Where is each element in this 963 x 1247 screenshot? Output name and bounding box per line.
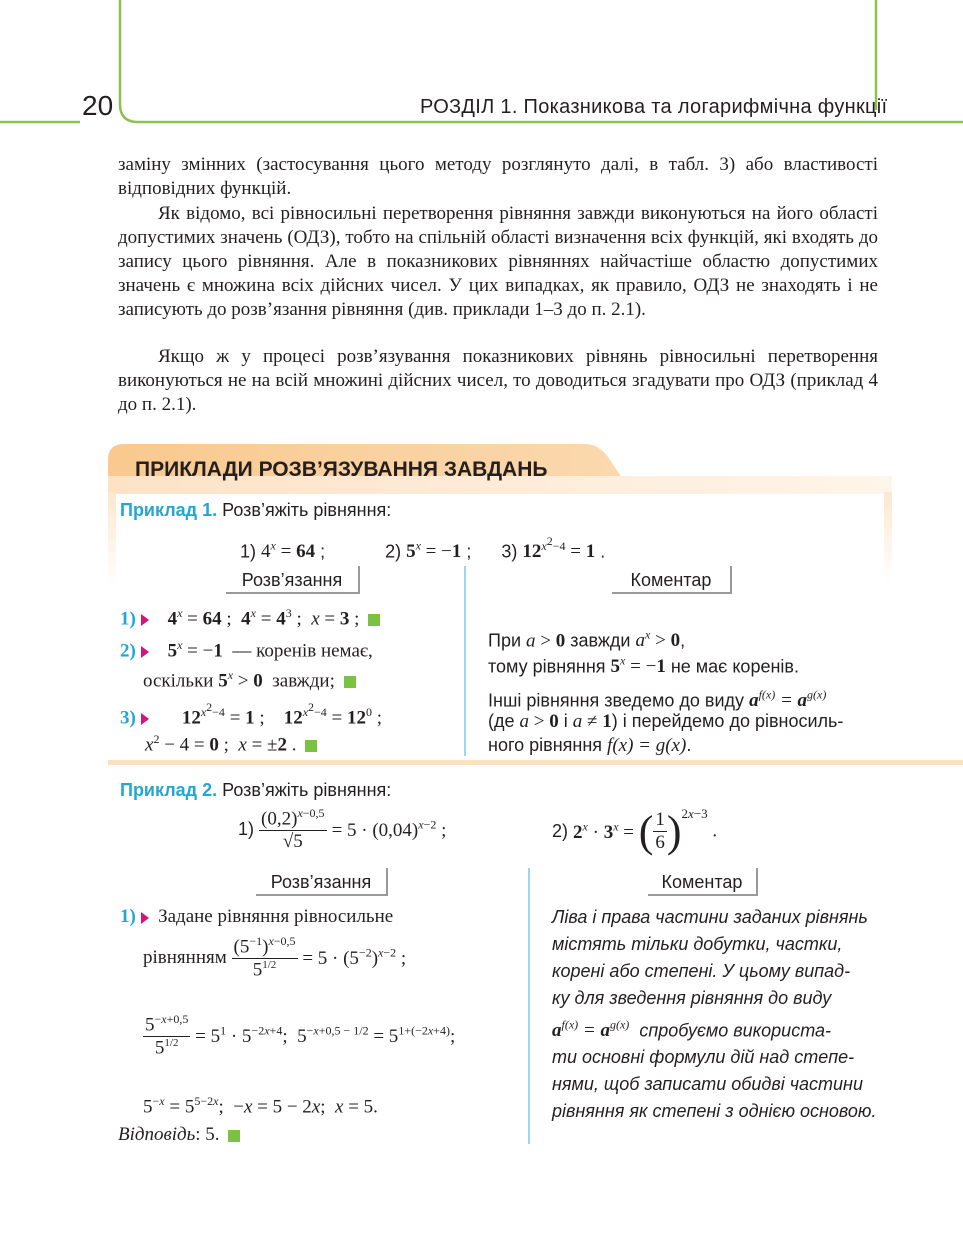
- step-marker-icon: [141, 614, 149, 626]
- example1-comment-label: Коментар: [612, 566, 732, 594]
- example2-heading: [120, 780, 391, 801]
- example2-step1-eq2: $\frac{5^{-x+0,5}}{5^{1/2}}$ = $5^1 \cdot 5^{-2x+4}$; $5^{-x+0,5 - 1/2} = 5^{1+(-2x+4)}$;: [145, 1012, 456, 1059]
- example2-equation1: 1) $\frac{(0,2)^{x-0,5}}{√5}$ = $5 \cdot (0,04)^{x-2}$ ;: [238, 806, 447, 853]
- header-frame: [0, 0, 963, 140]
- example1-step3: 3) $12^{x^2-4} = 1$ ; $12^{x^2-4} = 12^0$ ;: [120, 700, 383, 729]
- end-square-icon: [228, 1130, 240, 1142]
- example2-step1-eq3: $5^{-x} = 5^{5-2x}$; −x = 5 − 2x; x = 5.: [143, 1094, 378, 1118]
- page-number: 20: [82, 90, 114, 121]
- example1-comment-line2: тому рівняння $5^x = -1$ не має коренів.: [488, 654, 799, 678]
- paragraph-3: Якщо ж у процесі розв’язування показникових рівнянь рівносильні перетворення виконуються не на всій множині дійсних чисел, то доводиться згадувати про ОДЗ (приклад 4 до п. 2.1).: [118, 346, 878, 415]
- example2-task: Розв’яжіть рівняння:: [222, 780, 392, 800]
- example2-step1: 1) Задане рівняння рівносильне: [120, 906, 394, 927]
- chapter-title: РОЗДІЛ 1. Показникова та логарифмічна функції: [420, 96, 888, 118]
- example1-step2: 2) $5^x = -1$ — коренів немає,: [120, 638, 373, 662]
- example1-heading: [120, 500, 391, 521]
- example1-comment-line4: (де a > 0 і a ≠ 1) і перейдемо до рівносиль-: [488, 711, 844, 732]
- end-square-icon: [305, 740, 317, 752]
- paragraph-2: Як відомо, всі рівносильні перетворення рівняння завжди виконуються на його області допустимих значень (ОДЗ), тобто на спільній області визначення всіх функцій, які входять до запису цього рівняння. Але в показникових рівняннях найчастіше областю допустимих значень є множина всіх дійсних чисел. У цих випадках, як правило, ОДЗ не знаходять і не записують до розв’язання рівняння (див. приклади 1–3 до п. 2.1).: [118, 203, 878, 320]
- example1-solution-label: Розв’язання: [226, 566, 360, 594]
- example2-label: Приклад 2.: [120, 780, 218, 800]
- example2-step1-eq1: рівнянням $\frac{(5^{-1})^{x-0,5}}{5^{1/2}}$ = $5 \cdot (5^{-2})^{x-2}$ ;: [143, 934, 407, 981]
- example1-task: Розв’яжіть рівняння:: [222, 500, 392, 520]
- end-square-icon: [368, 614, 380, 626]
- example1-comment-line5: ного рівняння f(x) = g(x).: [488, 735, 692, 756]
- example1-comment-line3: Інші рівняння зведемо до виду $a^{f(x)} = a^{g(x)}$: [488, 688, 827, 712]
- example1-step3-cont: $x^2 - 4 = 0$ ; x = ±2 .: [145, 732, 317, 756]
- end-square-icon: [344, 676, 356, 688]
- example2-answer: Відповідь: 5.: [118, 1124, 240, 1146]
- example1-step2-cont: оскільки $5^x > 0$ завжди;: [143, 668, 356, 692]
- example2-comment-label: Коментар: [648, 868, 758, 896]
- step-marker-icon: [141, 912, 149, 924]
- example2-divider: [528, 868, 530, 1144]
- example1-label: Приклад 1.: [120, 500, 218, 520]
- section-title: ПРИКЛАДИ РОЗВ’ЯЗУВАННЯ ЗАВДАНЬ: [135, 458, 548, 481]
- example1-comment-line1: При a > 0 завжди $a^x > 0$,: [488, 628, 686, 652]
- example2-comment: Ліва і права частини заданих рівнянь містять тільки добутки, частки, корені або степені. У цьому випад- ку для зведення рівняння до виду $a^{f(x)} = a^{g(x)}$ спробуємо використа- ти основні формули дій над степе- нями, щоб записати обидві частини рівняння як степені з однією основою.: [552, 907, 877, 1122]
- step-marker-icon: [141, 646, 149, 658]
- step-marker-icon: [141, 713, 149, 725]
- example1-step1: 1) $4^x = 64$ ; $4^x = 4^3$ ; x = 3 ;: [120, 606, 380, 630]
- example1-equations: 1) $4^x = 64$ ; 2) $5^x = -1$ ; 3) $12^{x^2-4} = 1$ .: [240, 534, 606, 563]
- example1-divider: [464, 566, 466, 756]
- example2-equation2: 2) $2^x \cdot 3^x$ = ( $\frac{1}{6}$ )$^{2x-3}$ .: [552, 806, 718, 856]
- example2-solution-label: Розв’язання: [256, 868, 388, 896]
- paragraph-1: заміну змінних (застосування цього методу розглянуто далі, в табл. 3) або властивості відповідних функцій.: [118, 154, 878, 199]
